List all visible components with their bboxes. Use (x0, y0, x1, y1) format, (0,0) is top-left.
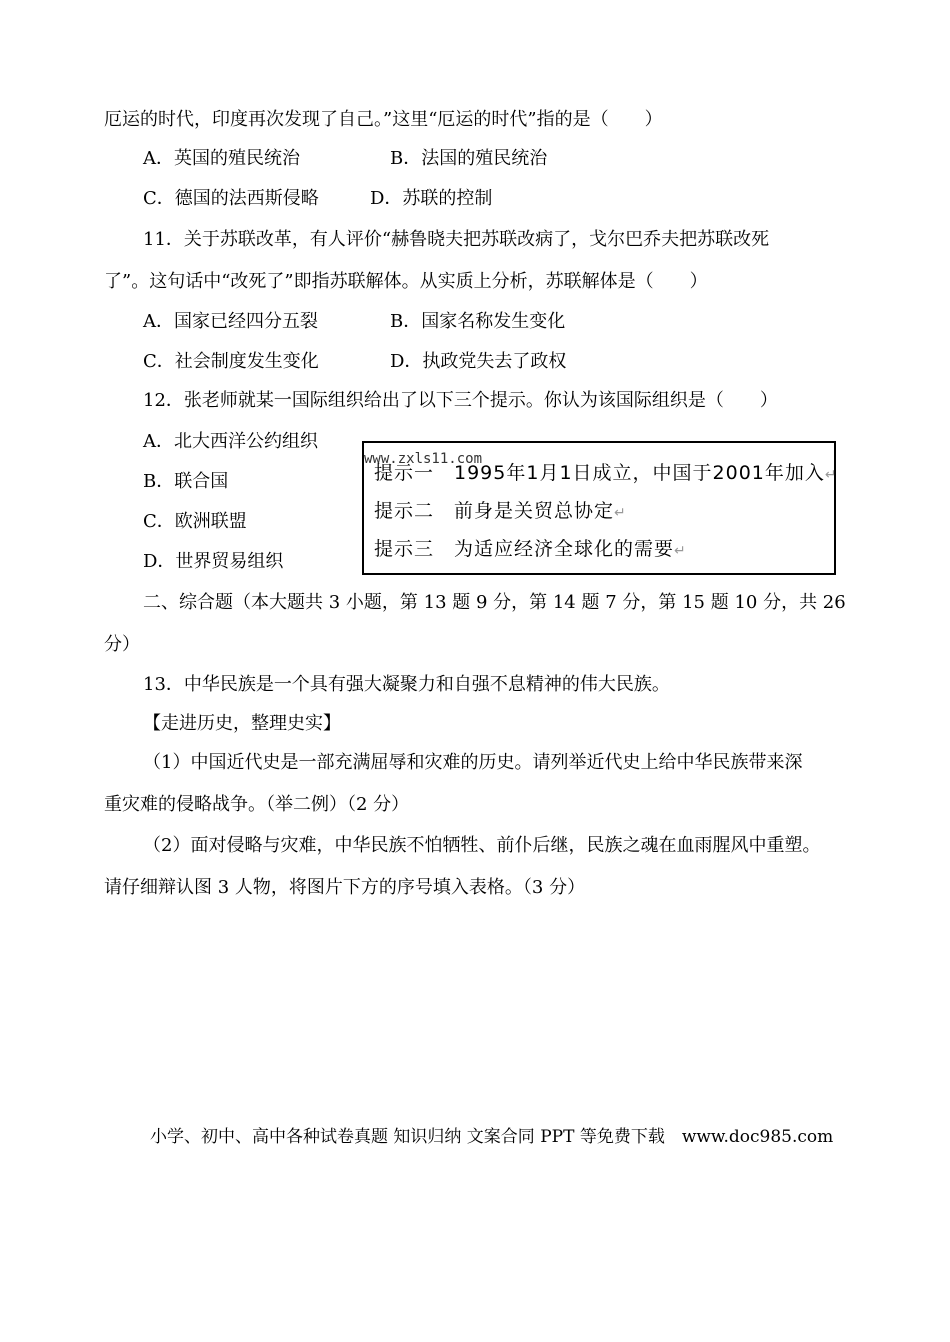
hint-watermark: www.zxls11.com (364, 451, 483, 467)
q12-option-c: C．欧洲联盟 (143, 511, 247, 532)
q10-stem-tail: 厄运的时代，印度再次发现了自己。”这里“厄运的时代”指的是（ ） (104, 109, 663, 130)
q11-option-c: C．社会制度发生变化 (143, 351, 319, 372)
q13-part2-line2: 请仔细辩认图 3 人物，将图片下方的序号填入表格。（3 分） (104, 877, 586, 898)
q13-part1-line1: （1）中国近代史是一部充满屈辱和灾难的历史。请列举近代史上给中华民族带来深 (143, 752, 803, 773)
return-mark-icon: ↵ (824, 467, 838, 483)
q13-part1-line2: 重灾难的侵略战争。（举二例）（2 分） (104, 794, 410, 815)
q11-stem-line1: 11．关于苏联改革，有人评价“赫鲁晓夫把苏联改病了，戈尔巴乔夫把苏联改死 (143, 229, 770, 250)
q12-option-a: A．北大西洋公约组织 (143, 431, 318, 452)
q12-option-b: B．联合国 (143, 471, 229, 492)
hint-2-text: 提示二 前身是关贸总协定 (374, 500, 615, 522)
return-mark-icon: ↵ (614, 505, 627, 521)
hint-2 (374, 499, 627, 525)
q10-option-c: C．德国的法西斯侵略 (143, 188, 319, 209)
page-footer: 小学、初中、高中各种试卷真题 知识归纳 文案合同 PPT 等免费下载 www.doc985.com (150, 1127, 834, 1147)
q12-hint-box (362, 441, 836, 575)
q10-option-d: D．苏联的控制 (370, 188, 493, 209)
hint-3-text: 提示三 为适应经济全球化的需要 (374, 538, 675, 560)
q13-stem: 13．中华民族是一个具有强大凝聚力和自强不息精神的伟大民族。 (143, 674, 670, 695)
q11-option-d: D．执政党失去了政权 (390, 351, 567, 372)
q10-option-a: A．英国的殖民统治 (143, 148, 300, 169)
q11-stem-line2: 了”。这句话中“改死了”即指苏联解体。从实质上分析，苏联解体是（ ） (104, 271, 708, 292)
q11-option-b: B．国家名称发生变化 (390, 311, 566, 332)
q12-option-d: D．世界贸易组织 (143, 551, 284, 572)
hint-1 (374, 461, 838, 487)
section2-heading-line1: 二、综合题（本大题共 3 小题，第 13 题 9 分，第 14 题 7 分，第 15 题 10 分，共 26 (143, 592, 846, 613)
q10-option-b: B．法国的殖民统治 (390, 148, 548, 169)
hint-3 (374, 537, 687, 563)
q11-option-a: A．国家已经四分五裂 (143, 311, 318, 332)
q13-subheading: 【走进历史，整理史实】 (143, 713, 341, 734)
return-mark-icon: ↵ (674, 543, 687, 559)
q12-stem: 12．张老师就某一国际组织给出了以下三个提示。你认为该国际组织是（ ） (143, 390, 778, 411)
section2-heading-line2: 分） (104, 634, 140, 655)
q13-part2-line1: （2）面对侵略与灾难，中华民族不怕牺牲、前仆后继，民族之魂在血雨腥风中重塑。 (143, 835, 821, 856)
hint-1-text: 提示一 1995年1月1日成立，中国于2001年加入 (374, 462, 825, 484)
